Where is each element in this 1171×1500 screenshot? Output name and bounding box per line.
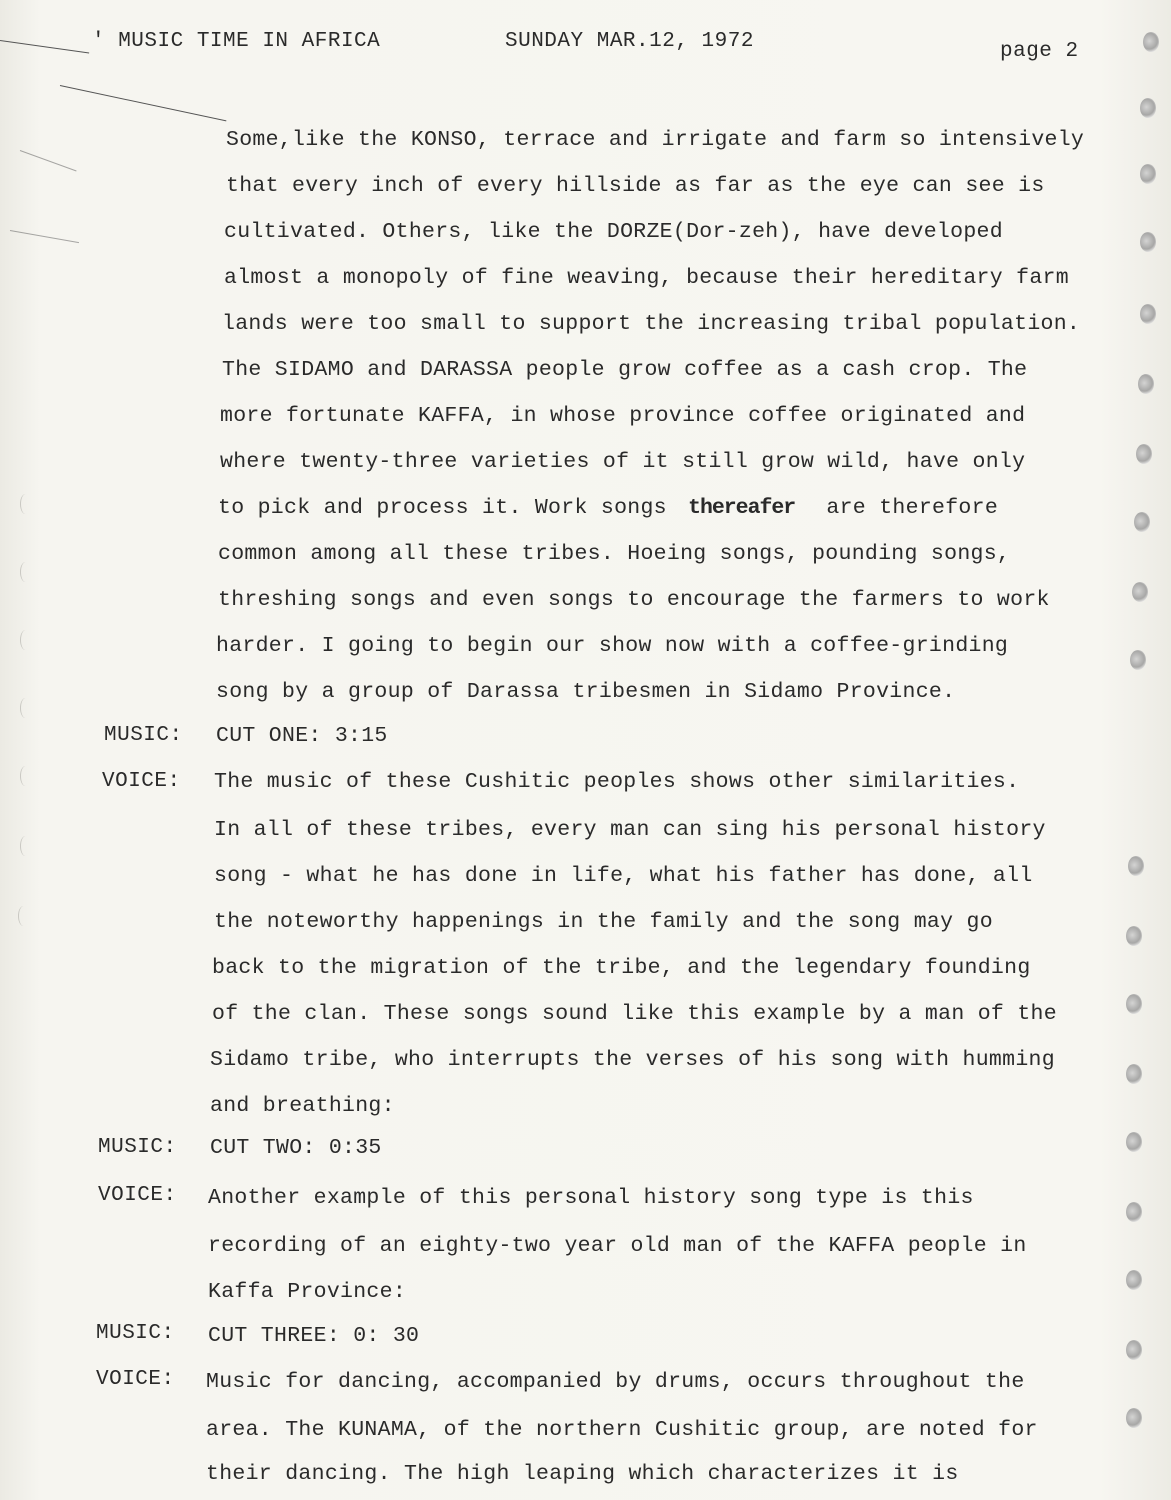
struck-out-word: thereafer <box>688 496 796 520</box>
binder-hole-mark <box>1136 444 1152 464</box>
cue-label: MUSIC: <box>96 1322 175 1345</box>
binder-hole-mark <box>1126 994 1142 1014</box>
margin-mark <box>20 630 31 650</box>
text-line: song - what he has done in life, what his father has done, all <box>214 864 1033 888</box>
binder-hole-mark <box>1134 512 1150 532</box>
margin-mark <box>20 562 31 582</box>
broadcast-date: SUNDAY MAR.12, 1972 <box>505 30 754 53</box>
cue-label: VOICE: <box>102 770 181 793</box>
text-line: recording of an eighty-two year old man of the KAFFA people in <box>208 1234 1027 1258</box>
text-line: almost a monopoly of fine weaving, because their hereditary farm <box>224 266 1069 290</box>
text-line: lands were too small to support the increasing tribal population. <box>222 312 1081 336</box>
pen-stroke <box>10 230 79 243</box>
text-line: common among all these tribes. Hoeing songs, pounding songs, <box>218 542 1011 566</box>
binder-hole-mark <box>1126 1270 1142 1290</box>
pen-stroke <box>60 85 226 121</box>
text-segment: to pick and process it. Work songs <box>218 496 667 520</box>
binder-hole-mark <box>1140 232 1156 252</box>
cue-label: VOICE: <box>98 1184 177 1207</box>
binder-hole-mark <box>1130 650 1146 670</box>
program-title: ' MUSIC TIME IN AFRICA <box>92 30 381 53</box>
binder-hole-mark <box>1140 164 1156 184</box>
binder-hole-mark <box>1132 582 1148 602</box>
binder-hole-mark <box>1126 1064 1142 1084</box>
cue-label: MUSIC: <box>104 724 183 747</box>
binder-hole-mark <box>1128 856 1144 876</box>
cue-label: VOICE: <box>96 1368 175 1391</box>
binder-hole-mark <box>1126 1202 1142 1222</box>
margin-mark <box>18 906 29 926</box>
margin-mark <box>20 766 31 786</box>
text-line: threshing songs and even songs to encourage the farmers to work <box>218 588 1050 612</box>
binder-hole-mark <box>1140 98 1156 118</box>
cue-label: MUSIC: <box>98 1136 177 1159</box>
text-line: of the clan. These songs sound like this example by a man of the <box>212 1002 1057 1026</box>
margin-mark <box>20 836 31 856</box>
text-line: area. The KUNAMA, of the northern Cushitic group, are noted for <box>206 1418 1038 1442</box>
binder-hole-mark <box>1126 1340 1142 1360</box>
text-line: harder. I going to begin our show now with a coffee-grinding <box>216 634 1009 658</box>
binder-hole-mark <box>1126 926 1142 946</box>
text-line: cultivated. Others, like the DORZE(Dor-zeh), have developed <box>224 220 1003 244</box>
page-number: page 2 <box>1000 40 1079 63</box>
binder-hole-mark <box>1126 1132 1142 1152</box>
text-line: Sidamo tribe, who interrupts the verses of his song with humming <box>210 1048 1055 1072</box>
binder-hole-mark <box>1126 1408 1142 1428</box>
cue-text: CUT THREE: 0: 30 <box>208 1324 420 1348</box>
text-line: Kaffa Province: <box>208 1280 407 1304</box>
margin-mark <box>20 698 31 718</box>
margin-mark <box>20 494 31 514</box>
text-line: where twenty-three varieties of it still grow wild, have only <box>220 450 1026 474</box>
text-line: Music for dancing, accompanied by drums, occurs throughout the <box>206 1370 1025 1394</box>
text-line: their dancing. The high leaping which characterizes it is <box>206 1462 959 1486</box>
text-line: In all of these tribes, every man can sing his personal history <box>214 818 1046 842</box>
text-line: and breathing: <box>210 1094 395 1118</box>
binder-hole-mark <box>1143 32 1159 52</box>
text-segment: are therefore <box>826 496 999 520</box>
text-line: back to the migration of the tribe, and the legendary founding <box>212 956 1031 980</box>
text-line: the noteworthy happenings in the family and the song may go <box>214 910 993 934</box>
cue-text: CUT TWO: 0:35 <box>210 1136 382 1160</box>
cue-text: CUT ONE: 3:15 <box>216 724 388 748</box>
text-line <box>218 496 998 520</box>
binder-hole-mark <box>1140 304 1156 324</box>
text-line: Some,like the KONSO, terrace and irrigate and farm so intensively <box>226 128 1085 152</box>
text-line: song by a group of Darassa tribesmen in Sidamo Province. <box>216 680 956 704</box>
pen-stroke <box>20 150 77 171</box>
text-line: The SIDAMO and DARASSA people grow coffee as a cash crop. The <box>222 358 1028 382</box>
text-line: Another example of this personal history song type is this <box>208 1186 974 1210</box>
pen-stroke <box>0 40 89 54</box>
text-line: The music of these Cushitic peoples shows other similarities. <box>214 770 1020 794</box>
binder-hole-mark <box>1138 374 1154 394</box>
text-line: that every inch of every hillside as far as the eye can see is <box>226 174 1045 198</box>
text-line: more fortunate KAFFA, in whose province coffee originated and <box>220 404 1026 428</box>
